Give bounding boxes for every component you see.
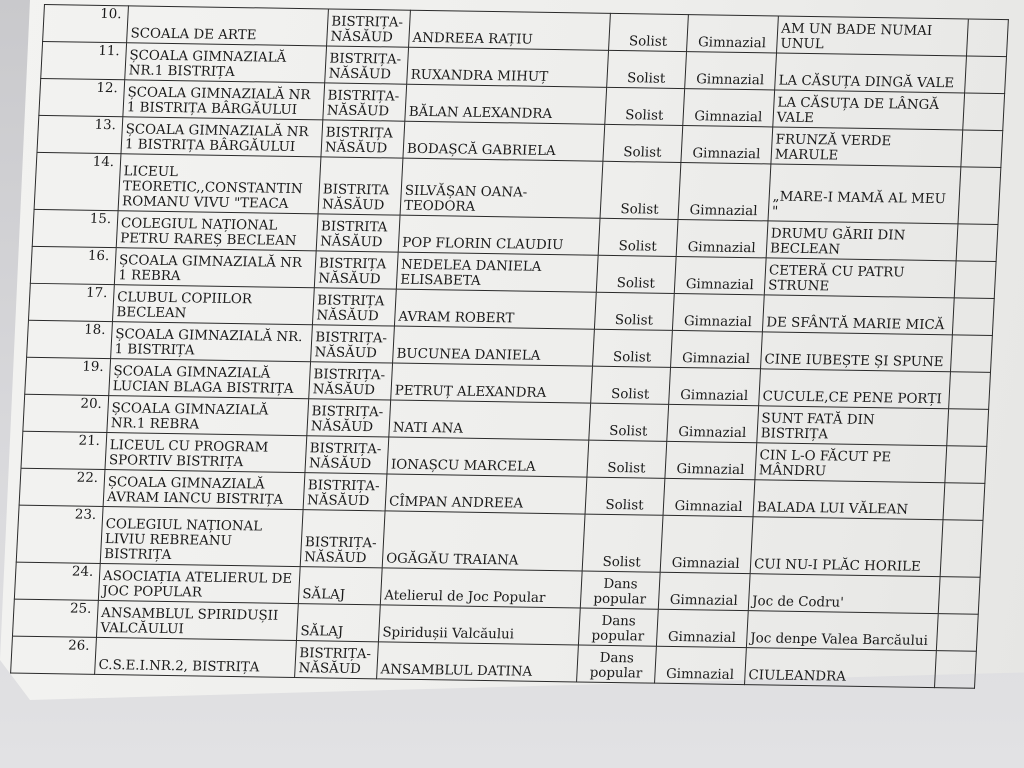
row-number: 14.: [34, 152, 121, 210]
school-name: ȘCOALA GIMNAZIALĂ NR. 1 BISTRIȚA: [111, 322, 313, 362]
county: BISTRIȚA-NĂSĂUD: [305, 436, 389, 474]
row-number: 19.: [25, 357, 111, 395]
county: BISTRIȚA-NĂSĂUD: [311, 325, 395, 363]
category: Dans popular: [577, 645, 657, 683]
school-name: COLEGIUL NAȚIONAL PETRU RAREȘ BECLEAN: [116, 211, 318, 251]
row-number: 17.: [28, 283, 114, 321]
participant-name: Spiridușii Valcăului: [378, 605, 580, 645]
county: SĂLAJ: [296, 604, 380, 642]
level: Gimnazial: [663, 478, 755, 516]
empty-cell: [956, 224, 998, 262]
county: BISTRIȚA NĂSĂUD: [321, 120, 405, 158]
song-title: LA CĂSUȚA DINGĂ VALE: [775, 53, 967, 93]
row-number: 10.: [43, 5, 129, 43]
county: BISTRIȚA-NĂSĂUD: [325, 46, 409, 84]
county: BISTRITA NĂSĂUD: [316, 214, 400, 252]
song-title: „MARE-I MAMĂ AL MEU ": [768, 164, 961, 224]
song-title: CUCULE,CE PENE PORȚI: [759, 369, 951, 409]
song-title: CUI NU-I PLĂC HORILE: [750, 517, 943, 577]
school-name: C.S.E.I.NR.2, BISTRIȚA: [95, 637, 297, 677]
participant-name: SILVĂȘAN OANA-TEODORA: [400, 158, 603, 218]
level: Gimnazial: [671, 330, 763, 368]
level: Gimnazial: [687, 15, 779, 53]
category: Solist: [591, 366, 671, 404]
participant-name: NEDELEA DANIELA ELISABETA: [396, 252, 598, 292]
county: BISTRIȚA NĂSĂUD: [314, 251, 398, 289]
school-name: ȘCOALA GIMNAZIALĂ NR 1 BISTRIȚA BÂRGĂULUI: [121, 117, 323, 157]
participant-name: POP FLORIN CLAUDIU: [398, 215, 600, 255]
empty-cell: [943, 483, 985, 521]
school-name: ȘCOALA GIMNAZIALĂ AVRAM IANCU BISTRIȚA: [103, 470, 305, 510]
song-title: CIULEANDRA: [745, 648, 937, 688]
empty-cell: [963, 93, 1005, 131]
level: Gimnazial: [676, 219, 768, 257]
participant-name: CÎMPAN ANDREEA: [385, 474, 587, 514]
empty-cell: [940, 520, 983, 578]
song-title: CIN L-O FĂCUT PE MÂNDRU: [755, 443, 947, 483]
category: Solist: [585, 477, 665, 515]
participant-name: BODAȘCĂ GABRIELA: [403, 121, 605, 161]
empty-cell: [947, 409, 989, 447]
empty-cell: [950, 335, 992, 373]
county: BISTRIȚA-NĂSĂUD: [309, 362, 393, 400]
row-number: 26.: [11, 636, 97, 674]
participant-name: RUXANDRA MIHUȚ: [407, 47, 609, 87]
school-name: ASOCIAȚIA ATELIERUL DE JOC POPULAR: [98, 563, 300, 603]
school-name: LICEUL CU PROGRAM SPORTIV BISTRIȚA: [105, 433, 307, 473]
song-title: AM UN BADE NUMAI UNUL: [777, 16, 969, 56]
category: Dans popular: [578, 608, 658, 646]
song-title: SUNT FATĂ DIN BISTRIȚA: [757, 406, 949, 446]
level: Gimnazial: [683, 89, 775, 127]
category: Solist: [587, 440, 667, 478]
participant-name: AVRAM ROBERT: [394, 289, 596, 329]
county: SĂLAJ: [298, 567, 382, 605]
county: BISTRIȚA-NĂSĂUD: [300, 510, 385, 568]
empty-cell: [934, 651, 976, 689]
level: Gimnazial: [669, 367, 761, 405]
school-name: ȘCOALA GIMNAZIALĂ LUCIAN BLAGA BISTRIȚA: [109, 359, 311, 399]
song-title: CETERĂ CU PATRU STRUNE: [764, 258, 956, 298]
participant-name: OGĂGĂU TRAIANA: [382, 511, 585, 571]
table-body: [11, 5, 1009, 689]
song-title: Joc de Codru': [748, 574, 940, 614]
category: Solist: [594, 292, 674, 330]
county: BISTRIȚA-NĂSĂUD: [303, 473, 387, 511]
category: Solist: [596, 255, 676, 293]
school-name: CLUBUL COPIILOR BECLEAN: [112, 285, 314, 325]
county: BISTRIȚA-NĂSĂUD: [307, 399, 391, 437]
school-name: SCOALA DE ARTE: [127, 6, 329, 46]
participant-name: ANSAMBLUL DATINA: [377, 642, 579, 682]
row-number: 13.: [37, 115, 123, 153]
category: Solist: [609, 13, 689, 51]
row-number: 11.: [41, 41, 127, 79]
level: Gimnazial: [658, 572, 750, 610]
category: Solist: [593, 329, 673, 367]
row-number: 16.: [30, 246, 116, 284]
song-title: FRUNZĂ VERDE MARULE: [771, 127, 963, 167]
school-name: ȘCOALA GIMNAZIALĂ NR.1 REBRA: [107, 396, 309, 436]
participant-name: ANDREEA RAȚIU: [409, 10, 611, 50]
empty-cell: [952, 298, 994, 336]
row-number: 21.: [21, 431, 107, 469]
level: Gimnazial: [665, 441, 757, 479]
empty-cell: [958, 167, 1001, 225]
participant-name: PETRUȚ ALEXANDRA: [391, 363, 593, 403]
county: BISTRITA NĂSĂUD: [318, 157, 403, 215]
empty-cell: [945, 446, 987, 484]
song-title: LA CĂSUȚA DE LÂNGĂ VALE: [773, 90, 965, 130]
school-name: LICEUL TEORETIC,,CONSTANTIN ROMANU VIVU "TEACA: [118, 154, 321, 214]
category: Solist: [582, 514, 663, 572]
category: Solist: [605, 87, 685, 125]
level: Gimnazial: [660, 515, 753, 573]
school-name: COLEGIUL NAȚIONAL LIVIU REBREANU BISTRIȚA: [100, 506, 303, 566]
empty-cell: [965, 56, 1007, 94]
empty-cell: [966, 19, 1008, 57]
row-number: 22.: [19, 468, 105, 506]
category: Solist: [598, 218, 678, 256]
participants-table-page: [10, 4, 1009, 689]
row-number: 12.: [39, 78, 125, 116]
song-title: BALADA LUI VĂLEAN: [753, 480, 945, 520]
row-number: 25.: [12, 599, 98, 637]
participants-table: [10, 4, 1009, 689]
category: Solist: [607, 50, 687, 88]
song-title: DRUMU GĂRII DIN BECLEAN: [766, 221, 958, 261]
category: Solist: [589, 403, 669, 441]
participant-name: NATI ANA: [389, 400, 591, 440]
participant-name: IONAȘCU MARCELA: [387, 437, 589, 477]
category: Solist: [600, 161, 681, 219]
row-number: 23.: [16, 505, 103, 563]
category: Dans popular: [580, 571, 660, 609]
empty-cell: [949, 372, 991, 410]
level: Gimnazial: [674, 256, 766, 294]
school-name: ȘCOALA GIMNAZIALĂ NR 1 REBRA: [114, 248, 316, 288]
song-title: CINE IUBEȘTE ȘI SPUNE: [761, 332, 953, 372]
empty-cell: [938, 577, 980, 615]
level: Gimnazial: [681, 126, 773, 164]
participant-name: BĂLAN ALEXANDRA: [405, 84, 607, 124]
row-number: 18.: [27, 320, 113, 358]
song-title: Joc denpe Valea Barcăului: [746, 611, 938, 651]
empty-cell: [954, 261, 996, 299]
row-number: 20.: [23, 394, 109, 432]
row-number: 24.: [14, 562, 100, 600]
level: Gimnazial: [678, 163, 771, 221]
participant-name: Atelierul de Joc Popular: [380, 568, 582, 608]
county: BISTRIȚA-NĂSĂUD: [323, 83, 407, 121]
song-title: DE SFÂNTĂ MARIE MICĂ: [762, 295, 954, 335]
level: Gimnazial: [656, 609, 748, 647]
empty-cell: [961, 130, 1003, 168]
participant-name: BUCUNEA DANIELA: [393, 326, 595, 366]
level: Gimnazial: [672, 293, 764, 331]
row-number: 15.: [32, 209, 118, 247]
empty-cell: [936, 614, 978, 652]
level: Gimnazial: [685, 52, 777, 90]
school-name: ȘCOALA GIMNAZIALĂ NR.1 BISTRIȚA: [125, 43, 327, 83]
level: Gimnazial: [667, 404, 759, 442]
county: BISTRIȚA-NĂSĂUD: [327, 9, 411, 47]
school-name: ȘCOALA GIMNAZIALĂ NR 1 BISTRIȚA BÂRGĂULUI: [123, 80, 325, 120]
county: BISTRIȚA NĂSĂUD: [312, 288, 396, 326]
level: Gimnazial: [655, 646, 747, 684]
category: Solist: [603, 124, 683, 162]
county: BISTRIȚA-NĂSĂUD: [295, 641, 379, 679]
school-name: ANSAMBLUL SPIRIDUȘII VALCĂULUI: [96, 600, 298, 640]
